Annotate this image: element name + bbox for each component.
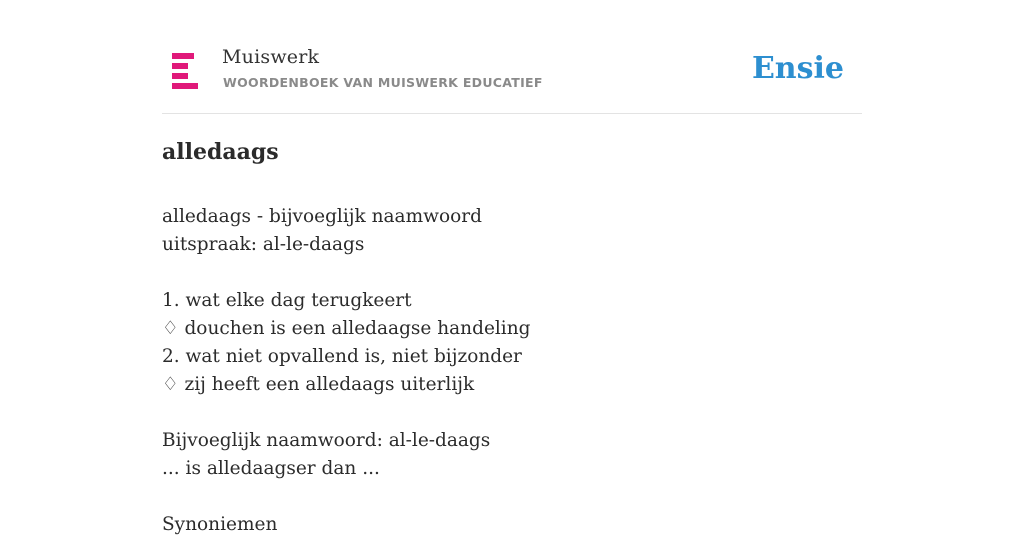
brand-title[interactable]: Muiswerk [222,46,320,68]
entry-definition [162,203,862,539]
entry-line [162,399,862,427]
brand-subtitle: WOORDENBOEK VAN MUISWERK EDUCATIEF [223,75,543,90]
entry-line: uitspraak: al-le-daags [162,234,365,255]
entry-line [162,483,862,511]
entry-title: alledaags [162,139,279,165]
site-header [162,0,862,114]
entry-line: alledaags - bijvoeglijk naamwoord [162,206,482,227]
entry-line [162,259,862,287]
entry-line: ♢ zij heeft een alledaags uiterlijk [162,374,475,395]
entry-line: ♢ douchen is een alledaagse handeling [162,318,531,339]
entry-line: 1. wat elke dag terugkeert [162,290,412,311]
muiswerk-logo-icon[interactable] [172,53,202,89]
ensie-logo[interactable]: Ensie [751,51,844,86]
entry-line: ... is alledaagser dan ... [162,458,380,479]
entry-content [162,138,862,539]
synonyms-heading: Synoniemen [162,514,278,535]
entry-line: 2. wat niet opvallend is, niet bijzonder [162,346,522,367]
page-container [162,0,862,535]
entry-line: Bijvoeglijk naamwoord: al-le-daags [162,430,491,451]
